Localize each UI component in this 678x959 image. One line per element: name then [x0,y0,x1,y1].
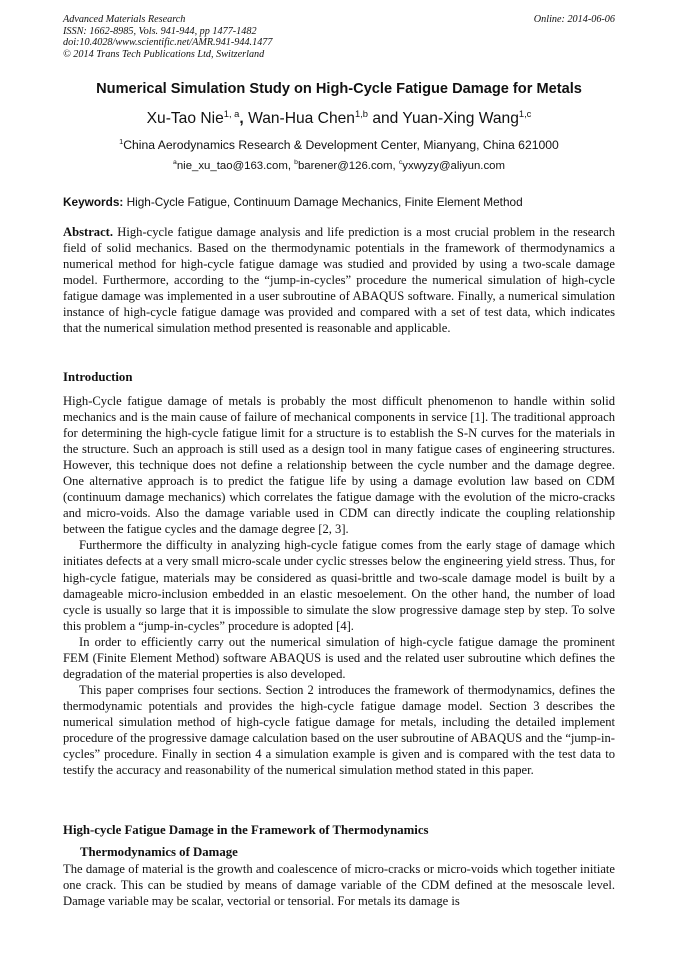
author-name: Yuan-Xing Wang [402,110,519,127]
abstract-label: Abstract. [63,225,114,239]
paragraph: Furthermore the difficulty in analyzing high-cycle fatigue comes from the early stage of damage which initiates defects at a very small micro-scale under cyclic stresses below the engineering yield stress. Thus, for high-cycle fatigue, materials may be considered as quasi-brittle and two-scale damage model is built by a damageable micro-inclusion embedded in an elastic mesoelement. On the other hand, the number of load cycle is usually so large that it is impossible to simulate the slow progressive damage step by step. To solve this problem a “jump-in-cycles” procedure is adopted [4]. [63,538,615,633]
keywords-text: High-Cycle Fatigue, Continuum Damage Mechanics, Finite Element Method [126,195,523,209]
journal-name: Advanced Materials Research [63,14,186,25]
paragraph: In order to efficiently carry out the numerical simulation of high-cycle fatigue damage the prominent FEM (Finite Element Method) software ABAQUS is used and the related user subroutine which defines the degradation of the material properties is also developed. [63,634,615,681]
author-superscript: 1,c [518,108,532,119]
paragraph: High-Cycle fatigue damage of metals is probably the most difficult phenomenon to handle within solid mechanics and is the main cause of failure of mechanical components in service [1]. The traditional approach for determining the high-cycle fatigue limit for a structure is to establish the S-N curves for the materials in the structure. Such an approach is still used as a design tool in many fatigue cases of engineering structures. However, this technique does not define a relationship between the cycle number and the damage degree. One alternative approach is to predict the fatigue life by using a damage evolution law based on CDM (continuum damage mechanics) which correlates the fatigue damage with the evolution of the micro-cracks and micro-voids. Also the damage variable used in CDM can directly indicate the coupling relationship between the fatigue cycles and the damage degree [2, 3]. [63,394,615,537]
affiliation [63,138,615,152]
issn-line: ISSN: 1662-8985, Vols. 941-944, pp 1477-1482 [63,25,257,37]
author-emails [63,160,615,172]
introduction-body [63,393,615,778]
email-superscript: c [398,159,403,167]
abstract [63,224,615,336]
running-header [63,14,615,60]
author-name: Xu-Tao Nie [146,110,224,127]
section-heading: High-cycle Fatigue Damage in the Framework of Thermodynamics [63,823,429,837]
affiliation-text: China Aerodynamics Research & Development Center, Mianyang, China 621000 [123,138,559,152]
email-link[interactable]: nie_xu_tao@163.com, [176,160,291,172]
affiliation-superscript: 1 [119,136,124,146]
author-name: Wan-Hua Chen [248,110,355,127]
keywords [63,195,615,209]
email-link[interactable]: yxwyzy@aliyun.com [402,160,505,172]
subsection-heading: Thermodynamics of Damage [80,845,238,859]
online-date: Online: 2014-06-06 [533,14,615,25]
paper-title: Numerical Simulation Study on High-Cycle Fatigue Damage for Metals [96,81,582,97]
email-superscript: b [294,159,298,167]
keywords-label: Keywords: [63,195,124,209]
author-superscript: 1, a [223,108,240,119]
doi-line: doi:10.4028/www.scientific.net/AMR.941-944.1477 [63,37,273,49]
author-conjunction: and [372,110,399,127]
email-superscript: a [173,159,177,167]
abstract-text: High-cycle fatigue damage analysis and life prediction is a most crucial problem in the research field of solid mechanics. Based on the thermodynamic potentials in the framework of thermodynamics a numerical method for high-cycle fatigue damage was studied and provided by using a two-scale damage model. Furthermore, according to the “jump-in-cycles” procedure the numerical simulation of high-cycle fatigue damage was implemented in a user subroutine of ABAQUS software. Finally, a numerical simulation instance of high-cycle fatigue damage was provided and compared with a set of test data, which indicates that the numerical simulation method presented is reasonable and applicable. [63,225,615,336]
section-heading: Introduction [63,370,133,384]
copyright-line: © 2014 Trans Tech Publications Ltd, Switzerland [63,48,265,60]
paragraph: This paper comprises four sections. Section 2 introduces the framework of thermodynamics, defines the thermodynamic potentials and provides the high-cycle fatigue damage model. Section 3 describes the numerical simulation method of high-cycle fatigue damage for metals, including the detailed implement procedure of the progressive damage calculation based on the user subroutine of ABAQUS and the “jump-in-cycles” procedure. Finally in section 4 a simulation example is given and is compared with the test data to testify the accuracy and reasonability of the numerical simulation method stated in this paper. [63,682,615,778]
author-list: Xu-Tao Nie$^{1, a}$, Wan-Hua Chen$^{1,b}$ and Yuan-Xing Wang$^{1,c}$ [146,108,532,127]
email-link[interactable]: barener@126.com, [297,160,396,172]
paragraph: The damage of material is the growth and coalescence of micro-cracks or micro-voids which together initiate one crack. This can be studied by means of damage variable of the CDM defined at the mesoscale level. Damage variable may be scalar, vectorial or tensorial. For metals its damage is [63,862,615,909]
author-superscript: 1,b [354,108,368,119]
